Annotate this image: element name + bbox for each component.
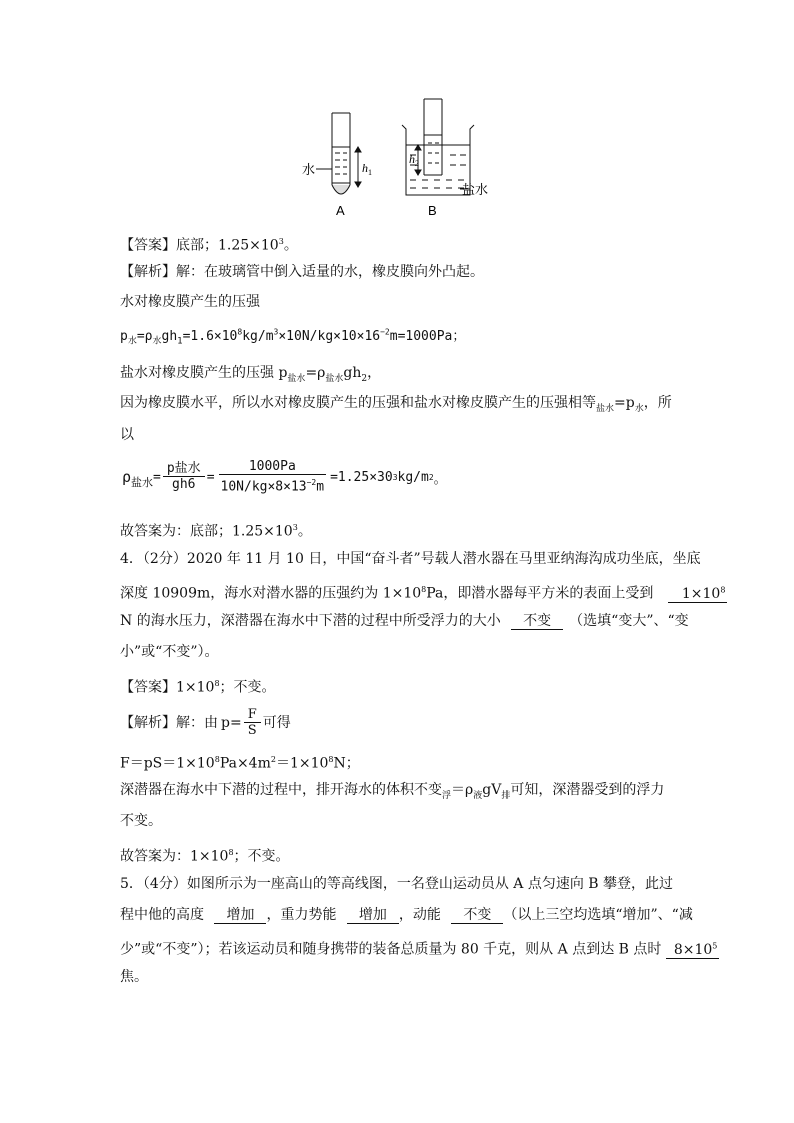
beaker-b: [402, 99, 474, 195]
q5-line4: 焦。: [120, 969, 148, 985]
q4-conclusion: 故答案为：$1\times 10^8$；不变。: [120, 848, 290, 865]
h1-arrow: [355, 147, 361, 187]
q4-line2: 深度 10909m，海水对潜水器的压强约为 $1\times 10^8Pa$，即潜水器每平方米的表面上受到 $1\times 10^8$: [120, 585, 726, 602]
q5-blank3: 不变: [451, 907, 503, 924]
q4-fraction: $\frac{F}{S}$: [244, 708, 261, 738]
q3-equation1: $p_水=\rho_水gh_1=1.6\times 10^8kg/m^3\times 10N/kg\times 10\times 16^{-2}m=1000Pa$；: [120, 327, 466, 347]
q5-blank1: 增加: [214, 907, 266, 924]
q3-conclusion: 故答案为：底部；$1.25\times 10^3$。: [120, 523, 312, 540]
q3-line1: 水对橡皮膜产生的压强: [120, 294, 260, 310]
q4-line5: 深潜器在海水中下潜的过程中，排开海水的体积不变$_浮=\rho_液gV_排$可知，深潜器受到的浮力: [120, 782, 665, 801]
q3-line4: 以: [120, 427, 134, 443]
q4-equation: $F=pS=1\times 10^8Pa\times 4m^2=1\times 10^8N$；: [120, 755, 360, 772]
label-h2: $h_2$: [409, 152, 419, 168]
q5-blank2: 增加: [347, 907, 399, 924]
experiment-figure: [290, 95, 510, 220]
label-b: B: [428, 203, 437, 218]
q4-analysis: 【解析】 解：由 p= $\frac{F}{S}$ 可得: [120, 707, 291, 738]
q4-line3: N 的海水压力，深潜器在海水中下潜的过程中所受浮力的大小 不变 （选填“变大”、“变: [120, 613, 689, 629]
q3-fraction2: $\frac{1000Pa}{10N/kg\times 8\times 13^{-2}m}$: [220, 459, 325, 495]
q4-line6: 不变。: [120, 813, 162, 829]
q5-blank4: $8\times 10^5$: [666, 942, 720, 959]
q3-equation2: ρ $_{盐水}$ = $\frac{\text{p盐水}}{gh6}$ = $\frac{1000Pa}{10N/kg\times 8\times 13^{-2}m}$ =1.25×30 3 kg/m 2 。: [122, 459, 447, 495]
q3-line2: 盐水对橡皮膜产生的压强 $p_{盐水}=\rho_{盐水}gh_2$，: [120, 365, 382, 384]
q3-analysis: 【解析】解：在玻璃管中倒入适量的水，橡皮膜向外凸起。: [120, 264, 484, 280]
q4-line1: 4．（2分）2020 年 11 月 10 日，中国“奋斗者”号载人潜水器在马里亚纳海沟成功坐底，坐底: [120, 551, 701, 567]
q4-answer: 【答案】$1\times 10^8$；不变。: [120, 679, 276, 696]
label-saltwater: 盐水: [462, 182, 489, 197]
label-a: A: [336, 203, 345, 218]
q5-line3: 少”或“不变”）；若该运动员和随身携带的装备总质量为 80 千克，则从 A 点到达 B 点时 $8\times 10^5$: [120, 941, 718, 958]
q5-line2: 程中他的高度 增加 ，重力势能 增加 ，动能 不变 （以上三空均选填“增加”、“减: [120, 907, 693, 923]
q4-line4: 小”或“不变”）。: [120, 644, 219, 660]
tube-a-water-dashes: [335, 153, 347, 174]
q3-line3: 因为橡皮膜水平，所以水对橡皮膜产生的压强和盐水对橡皮膜产生的压强相等$_{盐水}=p_水$，所: [120, 395, 672, 414]
q4-blank1: $1\times 10^8$: [668, 586, 728, 603]
q3-answer: 【答案】底部；$1.25\times 10^3$。: [120, 237, 298, 254]
label-h1: $h_1$: [362, 161, 372, 177]
tube-a: [332, 113, 350, 194]
q3-fraction1: $\frac{\text{p盐水}}{gh6}$: [163, 462, 205, 492]
q4-blank2: 不变: [511, 613, 563, 630]
q5-line1: 5．（4分）如图所示为一座高山的等高线图，一名登山运动员从 A 点匀速向 B 攀登，此过: [120, 876, 674, 892]
label-water: 水: [302, 162, 316, 177]
